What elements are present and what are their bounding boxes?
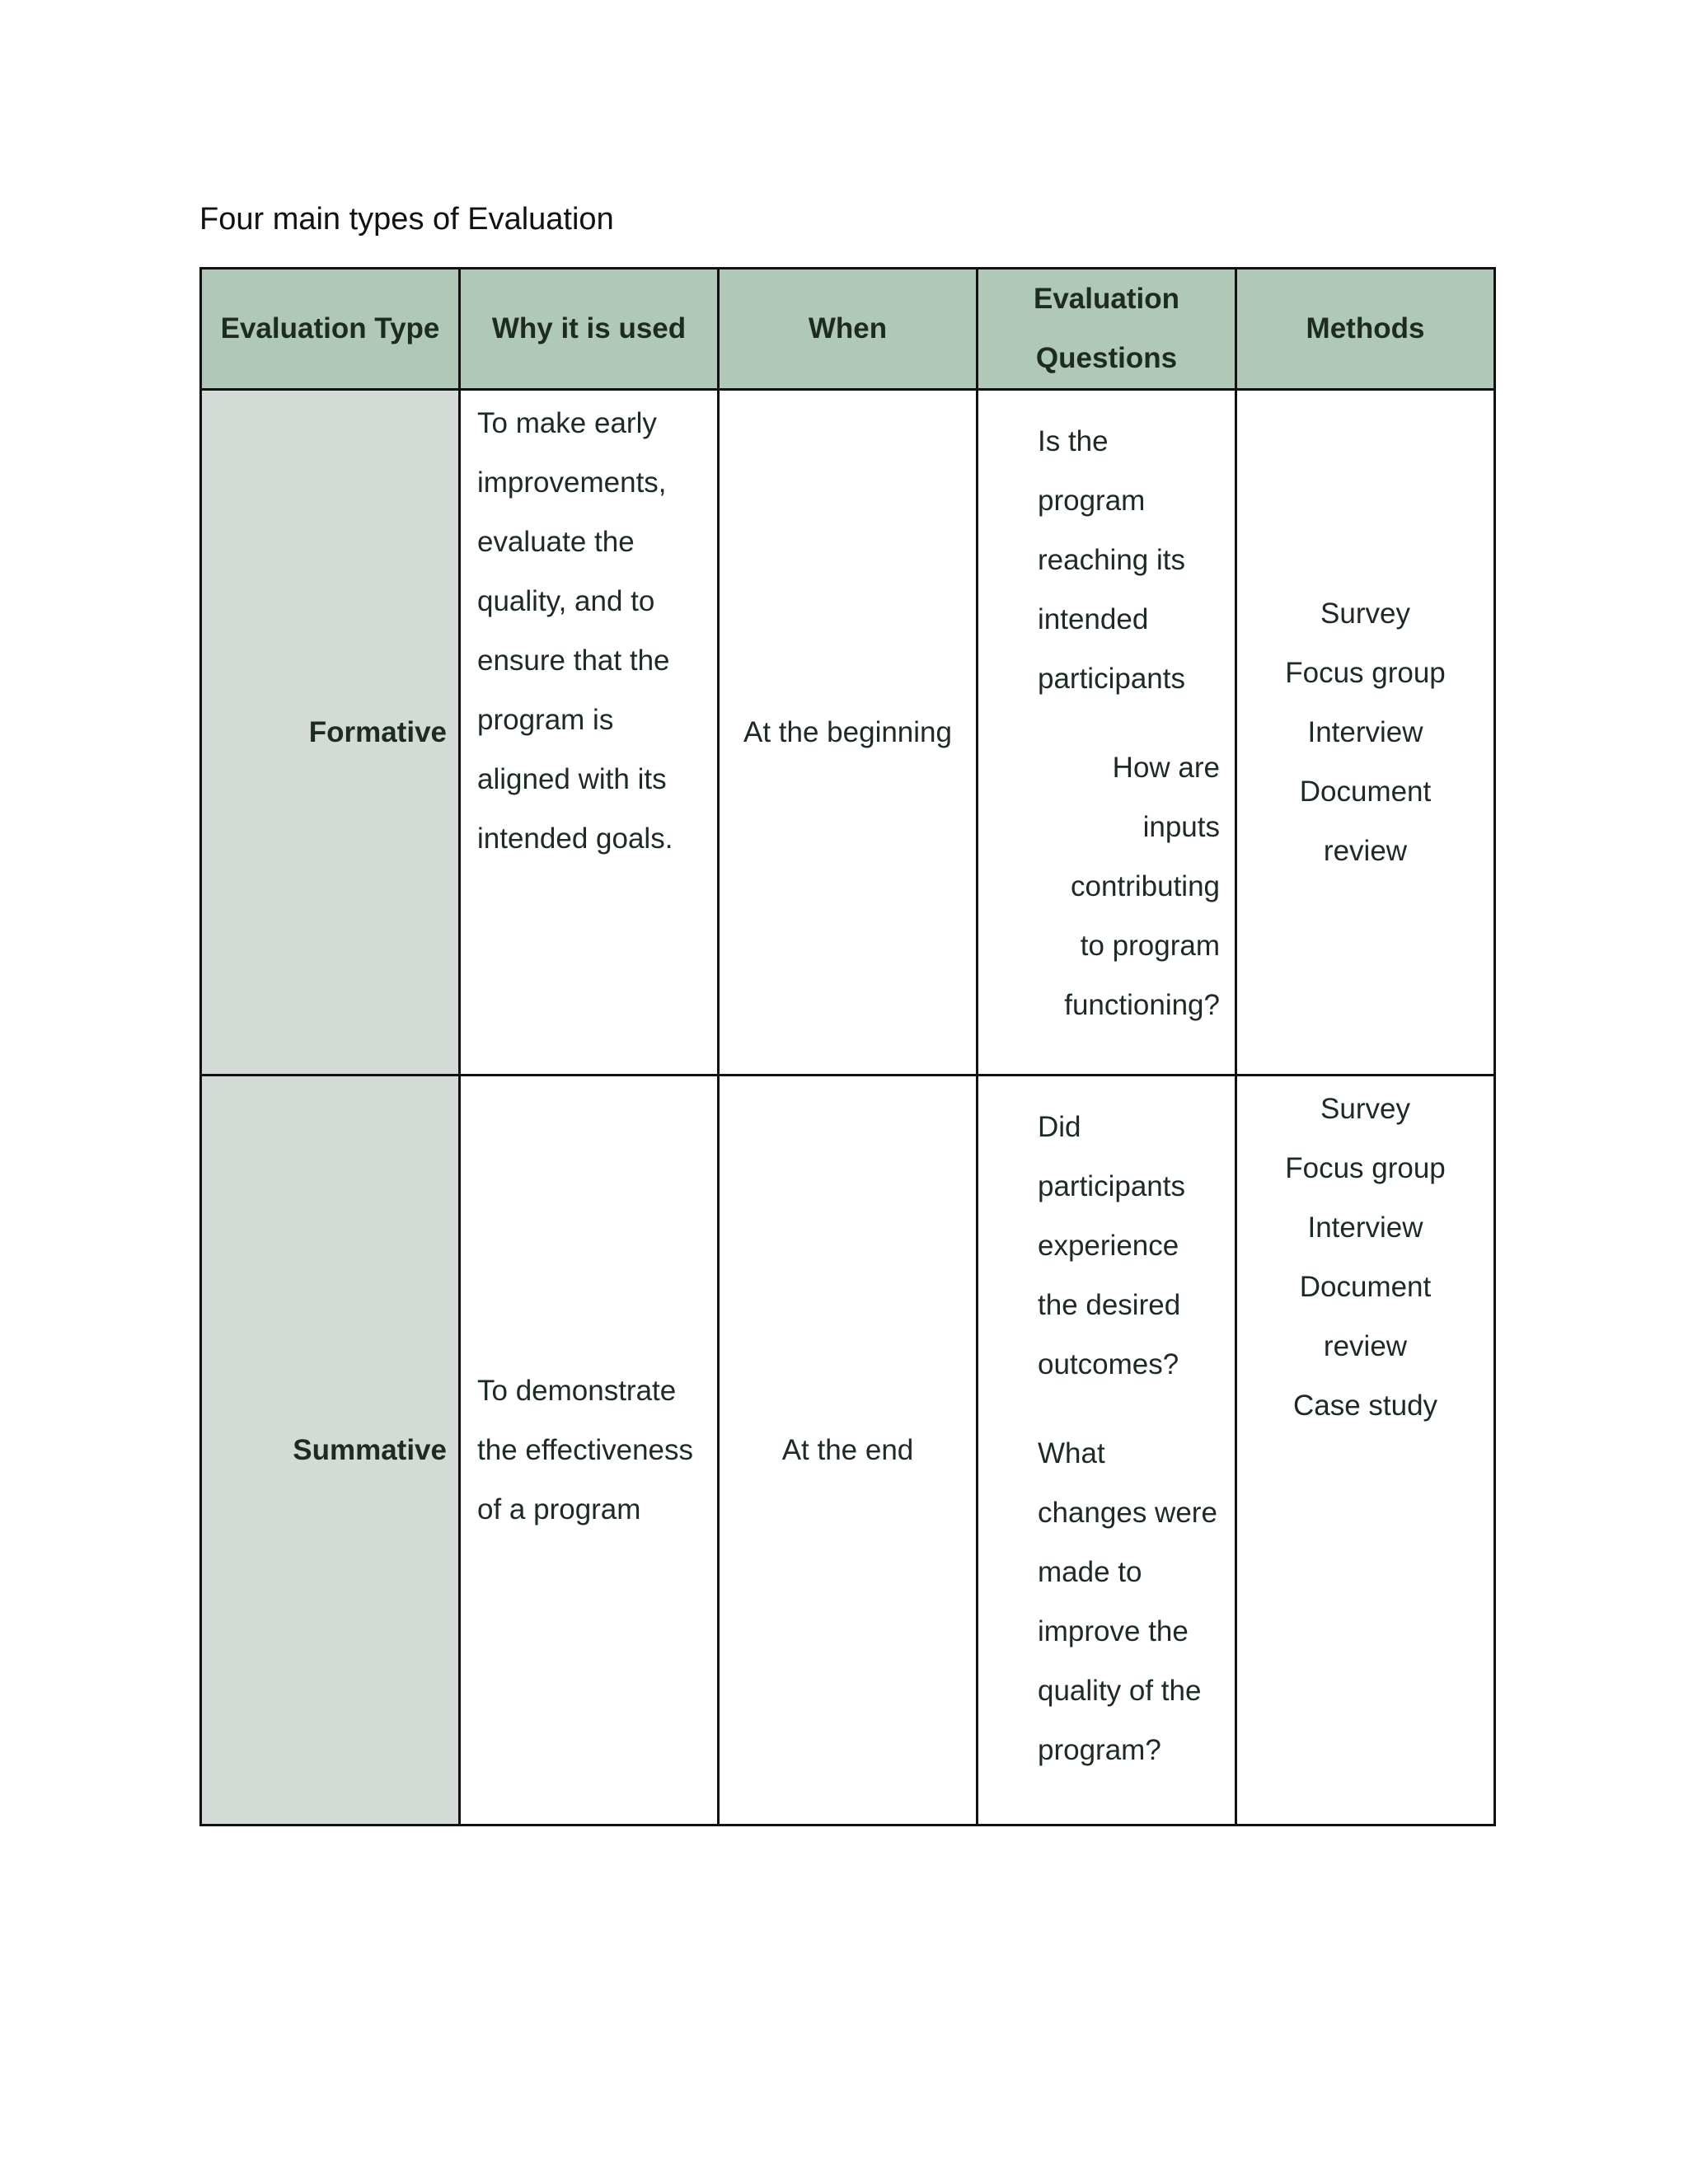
questions-cell-formative xyxy=(978,390,1236,1076)
question-line: to program xyxy=(1080,930,1220,962)
method-item: Document xyxy=(1299,775,1432,808)
question-line: participants xyxy=(1038,1170,1185,1202)
table-row-summative xyxy=(201,1076,1495,1825)
question-line: program? xyxy=(1038,1734,1161,1766)
method-item: Document xyxy=(1299,1271,1432,1303)
why-line: To make early xyxy=(477,407,657,439)
header-questions-line-1: Evaluation xyxy=(1034,283,1179,315)
header-methods: Methods xyxy=(1236,269,1495,390)
why-line: the effectiveness xyxy=(477,1433,694,1466)
question-line: Did xyxy=(1038,1111,1081,1143)
method-item: Case study xyxy=(1292,1390,1438,1422)
question-line: functioning? xyxy=(1064,989,1220,1021)
header-evaluation-questions xyxy=(978,269,1236,390)
question-line: program xyxy=(1038,485,1146,517)
why-line: program is xyxy=(477,704,614,736)
questions-cell-summative xyxy=(978,1076,1236,1825)
page-title: Four main types of Evaluation xyxy=(199,202,614,237)
why-line: of a program xyxy=(477,1493,641,1526)
question-line: made to xyxy=(1038,1556,1142,1588)
question-2-formative xyxy=(978,738,1235,1035)
methods-cell-formative xyxy=(1236,390,1495,1076)
method-item: Interview xyxy=(1307,715,1423,748)
header-why-it-is-used: Why it is used xyxy=(460,269,719,390)
why-line: evaluate the xyxy=(477,526,635,558)
question-line: the desired xyxy=(1038,1289,1181,1321)
question-line: improve the xyxy=(1038,1615,1189,1647)
question-line: experience xyxy=(1038,1230,1179,1262)
question-line: intended xyxy=(1038,603,1149,635)
why-line: To demonstrate xyxy=(477,1374,677,1407)
question-line: contributing xyxy=(1071,870,1220,902)
question-line: changes were xyxy=(1038,1497,1217,1529)
when-cell-formative: At the beginning xyxy=(719,390,978,1076)
method-item: Focus group xyxy=(1285,1152,1446,1184)
type-cell-formative: Formative xyxy=(201,390,460,1076)
method-item: Interview xyxy=(1307,1212,1423,1244)
header-when: When xyxy=(719,269,978,390)
question-line: outcomes? xyxy=(1038,1348,1179,1380)
why-line: aligned with its xyxy=(477,763,667,795)
question-1-formative xyxy=(978,412,1235,709)
question-line: Is the xyxy=(1038,425,1109,457)
method-item: Focus group xyxy=(1285,656,1446,689)
why-line: improvements, xyxy=(477,466,667,499)
question-line: inputs xyxy=(1142,811,1220,843)
question-line: What xyxy=(1038,1437,1105,1469)
why-line: ensure that the xyxy=(477,644,670,677)
table-row-formative xyxy=(201,390,1495,1076)
why-cell-summative xyxy=(460,1076,719,1825)
when-cell-summative: At the end xyxy=(719,1076,978,1825)
method-item: review xyxy=(1323,1330,1408,1362)
why-line: intended goals. xyxy=(477,823,673,855)
question-line: reaching its xyxy=(1038,544,1185,576)
method-item: review xyxy=(1323,834,1408,867)
question-gap xyxy=(978,1394,1235,1424)
type-cell-summative: Summative xyxy=(201,1076,460,1825)
method-item: Survey xyxy=(1320,1093,1410,1125)
table-header-row xyxy=(201,269,1495,390)
methods-cell-summative xyxy=(1236,1076,1495,1825)
question-line: How are xyxy=(1112,752,1220,784)
header-questions-line-2: Questions xyxy=(1035,342,1178,374)
question-line: participants xyxy=(1038,663,1185,695)
question-line: quality of the xyxy=(1038,1675,1202,1707)
question-gap xyxy=(978,709,1235,738)
why-cell-formative xyxy=(460,390,719,1076)
question-2-summative xyxy=(978,1424,1235,1780)
header-evaluation-type: Evaluation Type xyxy=(201,269,460,390)
question-1-summative xyxy=(978,1098,1235,1394)
evaluation-types-table xyxy=(199,267,1496,1826)
method-item: Survey xyxy=(1320,597,1410,630)
why-line: quality, and to xyxy=(477,585,655,617)
